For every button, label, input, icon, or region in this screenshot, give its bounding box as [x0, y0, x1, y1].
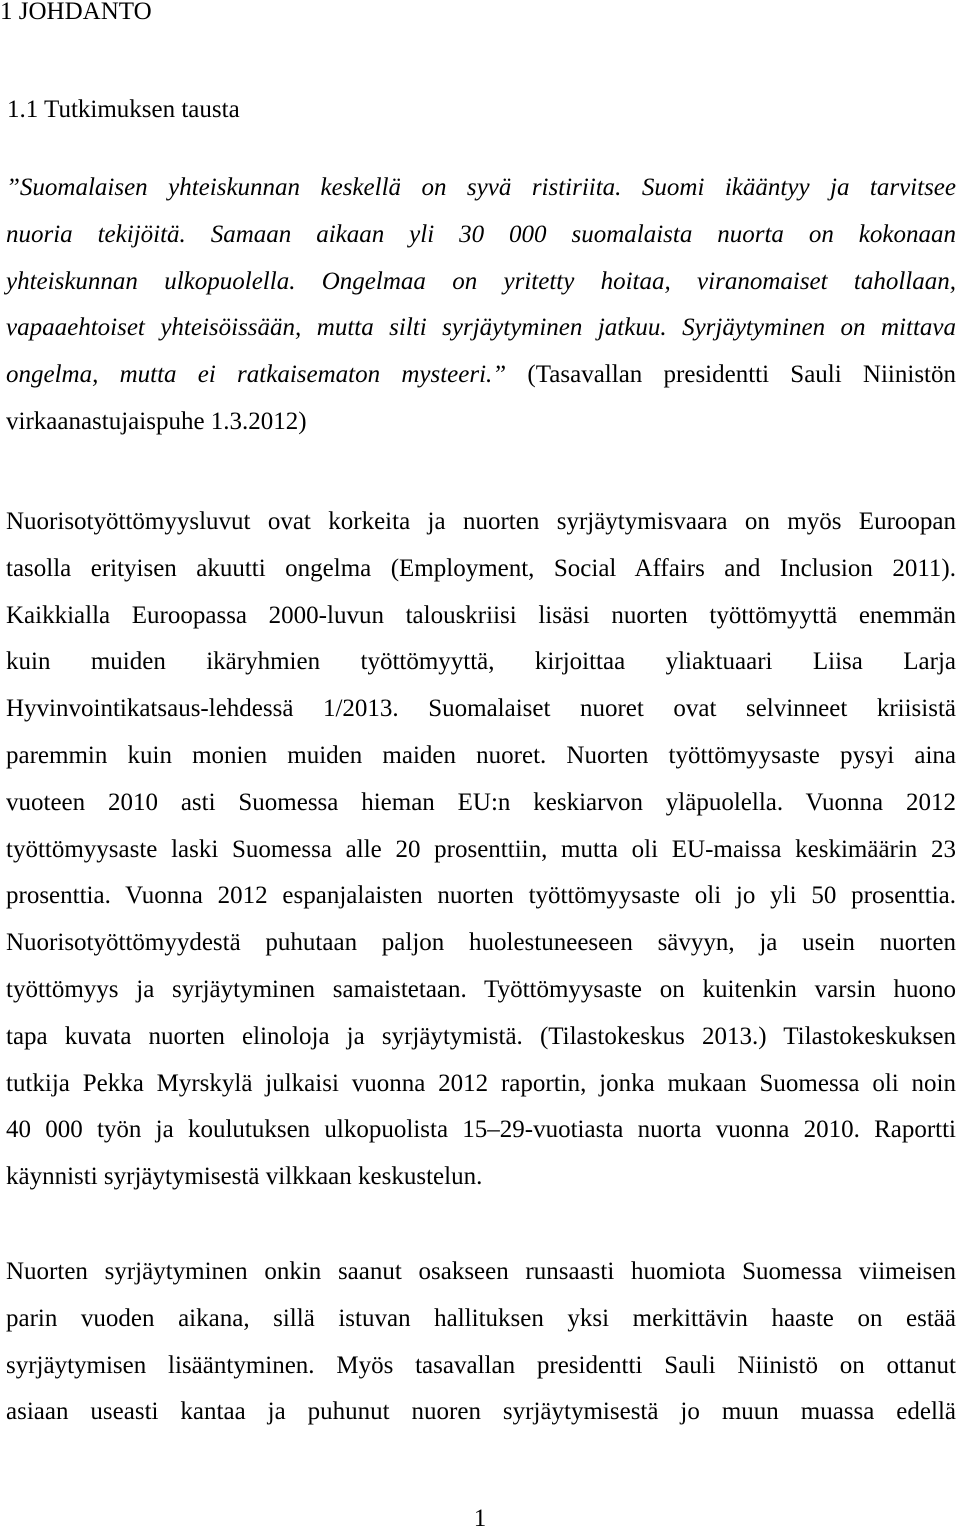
paragraph-line: Nuorisotyöttömyydestä puhutaan paljon huolestuneeseen sävyyn, ja usein nuorten	[6, 929, 956, 957]
quote-line: yhteiskunnan ulkopuolella. Ongelmaa on yritetty hoitaa, viranomaiset tahollaan,	[6, 267, 956, 295]
quote-line: ongelma, mutta ei ratkaisematon mysteeri.” (Tasavallan presidentti Sauli Niinistön	[6, 361, 956, 389]
paragraph-line: 40 000 työn ja koulutuksen ulkopuolista 15–29-vuotiasta nuorta vuonna 2010. Raportti	[6, 1116, 956, 1144]
paragraph-line: Kaikkialla Euroopassa 2000-luvun talouskriisi lisäsi nuorten työttömyyttä enemmän	[6, 601, 956, 629]
quote-line	[6, 399, 956, 446]
paragraph-line: tasolla erityisen akuutti ongelma (Employment, Social Affairs and Inclusion 2011).	[6, 554, 956, 582]
quote-citation: virkaanastujaispuhe 1.3.2012)	[6, 407, 307, 435]
paragraph-line: vuoteen 2010 asti Suomessa hieman EU:n keskiarvon yläpuolella. Vuonna 2012	[6, 788, 956, 816]
paragraph-2	[6, 1249, 956, 1436]
paragraph-line: paremmin kuin monien muiden maiden nuoret. Nuorten työttömyysaste pysyi aina	[6, 741, 956, 769]
paragraph-line: työttömyysaste laski Suomessa alle 20 prosenttiin, mutta oli EU-maissa keskimäärin 23	[6, 835, 956, 863]
quote-block	[6, 165, 956, 446]
paragraph-line: Nuorten syrjäytyminen onkin saanut osakseen runsaasti huomiota Suomessa viimeisen	[6, 1258, 956, 1285]
paragraph-line: syrjäytymisen lisääntyminen. Myös tasavallan presidentti Sauli Niinistö on ottanut	[6, 1351, 956, 1379]
paragraph-line: käynnisti syrjäytymisestä vilkkaan keskustelun.	[6, 1163, 483, 1191]
paragraph-line: tapa kuvata nuorten elinoloja ja syrjäytymistä. (Tilastokeskus 2013.) Tilastokeskuksen	[6, 1022, 956, 1050]
page-number: 1	[473, 1505, 487, 1532]
quote-line: vapaaehtoiset yhteisöissään, mutta silti syrjäytyminen jatkuu. Syrjäytyminen on mittava	[6, 314, 956, 342]
paragraph-line: Nuorisotyöttömyysluvut ovat korkeita ja nuorten syrjäytymisvaara on myös Euroopan	[6, 508, 956, 535]
paragraph-line: kuin muiden ikäryhmien työttömyyttä, kirjoittaa yliaktuaari Liisa Larja	[6, 648, 956, 676]
paragraph-1	[6, 499, 956, 1201]
chapter-heading: 1 JOHDANTO	[0, 0, 152, 25]
paragraph-line: Hyvinvointikatsaus-lehdessä 1/2013. Suomalaiset nuoret ovat selvinneet kriisistä	[6, 695, 956, 723]
paragraph-line: prosenttia. Vuonna 2012 espanjalaisten nuorten työttömyysaste oli jo yli 50 prosenttia.	[6, 882, 956, 910]
quote-citation: (Tasavallan presidentti Sauli Niinistön	[506, 361, 956, 389]
paragraph-line: tutkija Pekka Myrskylä julkaisi vuonna 2012 raportin, jonka mukaan Suomessa oli noin	[6, 1069, 956, 1097]
section-heading: 1.1 Tutkimuksen tausta	[7, 96, 240, 123]
paragraph-line: parin vuoden aikana, sillä istuvan hallituksen yksi merkittävin haaste on estää	[6, 1304, 956, 1332]
paragraph-line: asiaan useasti kantaa ja puhunut nuoren syrjäytymisestä jo muun muassa edellä	[6, 1398, 956, 1426]
quote-line: nuoria tekijöitä. Samaan aikaan yli 30 000 suomalaista nuorta on kokonaan	[6, 220, 956, 248]
paragraph-line: työttömyys ja syrjäytyminen samaistetaan. Työttömyysaste on kuitenkin varsin huono	[6, 975, 956, 1003]
quote-line: ”Suomalaisen yhteiskunnan keskellä on syvä ristiriita. Suomi ikääntyy ja tarvitsee	[6, 174, 956, 201]
